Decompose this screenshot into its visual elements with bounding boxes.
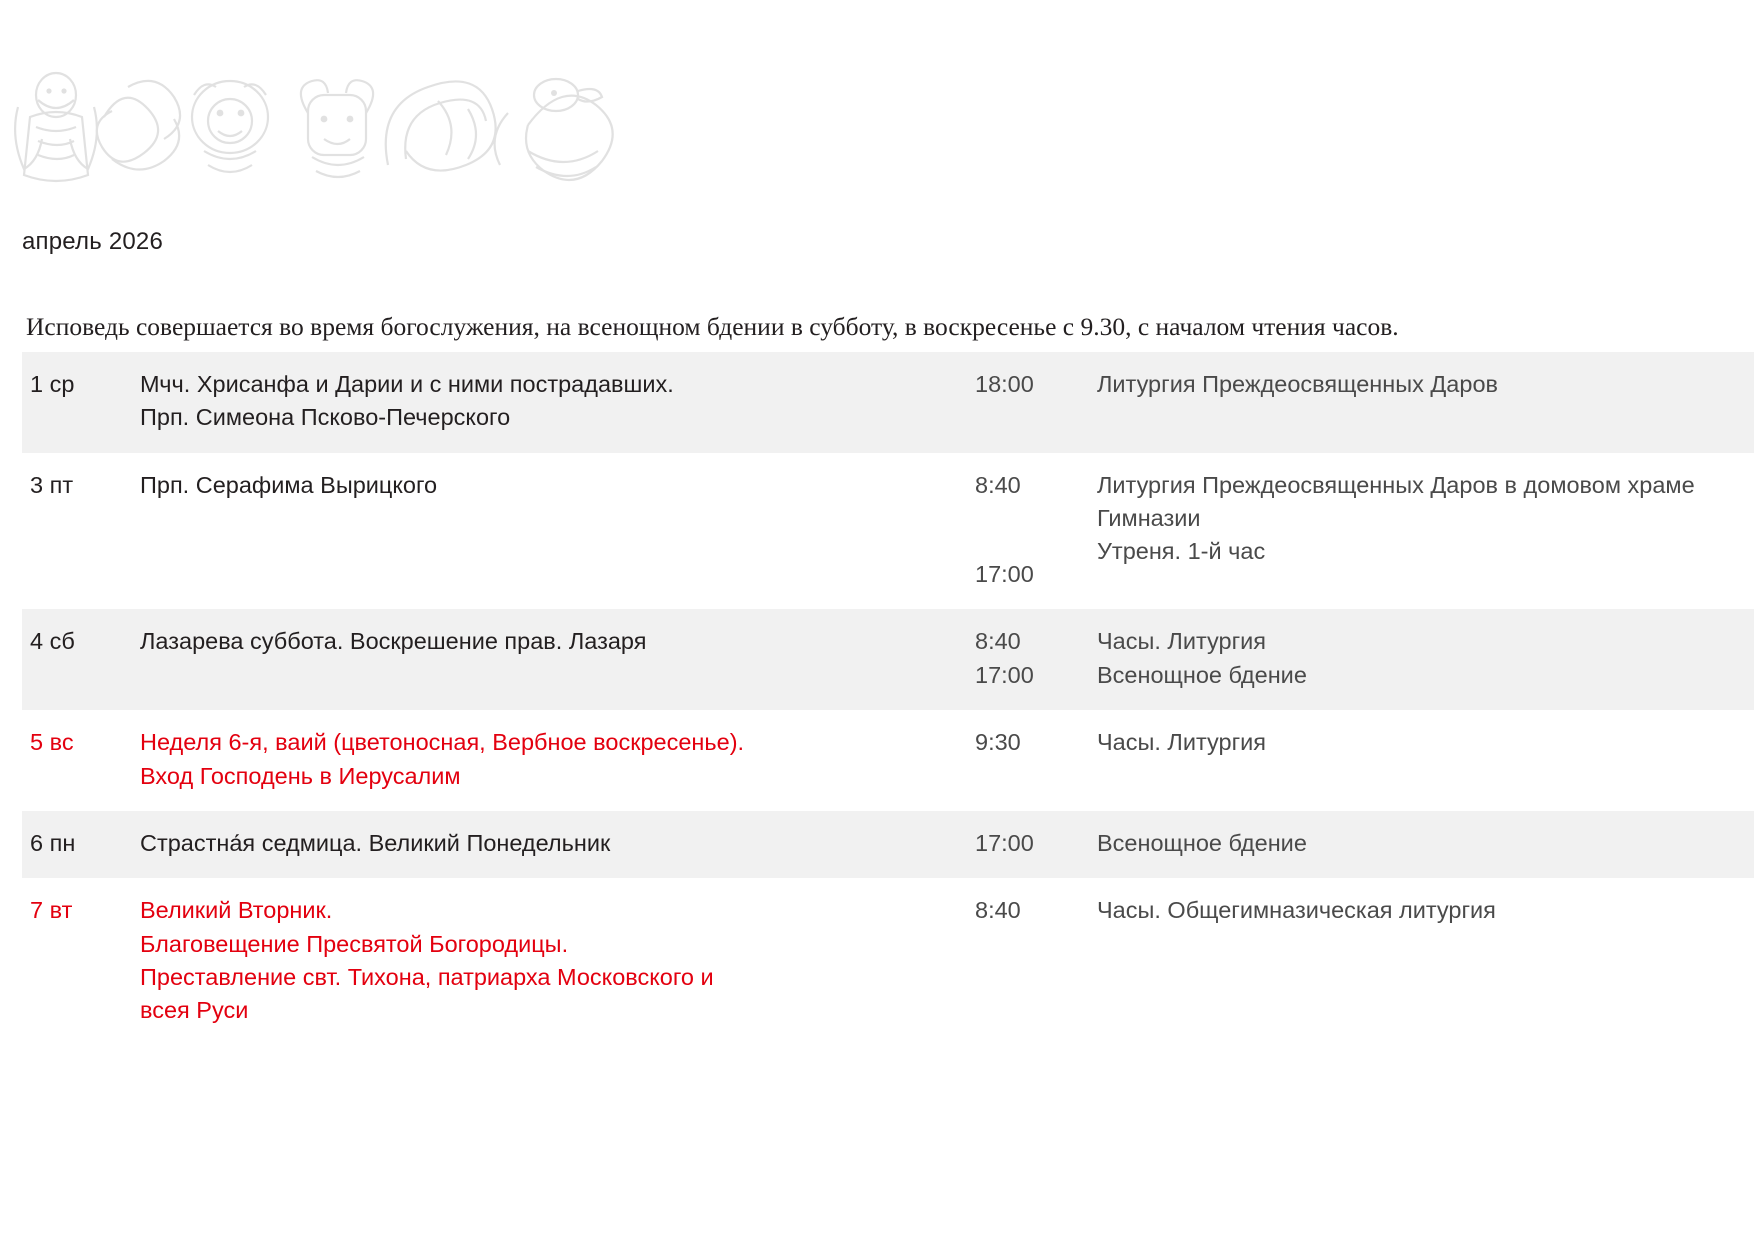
service-name: Всенощное бдение (1097, 661, 1307, 688)
row-date: 7 вт (22, 878, 140, 1045)
commemoration-line: Прп. Серафима Вырицкого (140, 471, 438, 498)
commemoration-line: Неделя 6-я, ваий (цветоносная, Вербное воскресенье). (140, 729, 745, 756)
confession-note: Исповедь совершается во время богослужения, на всенощном бдении в субботу, в воскресенье с 9.30, с началом чтения часов. (26, 312, 1399, 341)
row-services (1085, 453, 1754, 610)
service-time: 18:00 (975, 371, 1034, 397)
row-date: 5 вс (22, 710, 140, 811)
row-times (975, 710, 1085, 811)
row-commemoration (140, 453, 975, 610)
service-name: Часы. Литургия (1097, 729, 1266, 756)
row-commemoration (140, 710, 975, 811)
service-time: 8:40 (975, 897, 1021, 924)
commemoration-line: Вход Господень в Иерусалим (140, 762, 461, 789)
service-name: Часы. Литургия (1097, 628, 1266, 655)
service-time: 17:00 (975, 829, 1034, 856)
row-date: 4 сб (22, 609, 140, 710)
service-name: Всенощное бдение (1097, 829, 1307, 856)
row-services (1085, 352, 1754, 453)
row-date: 3 пт (22, 453, 140, 610)
service-name: Литургия Преждеосвященных Даров в домовом храме Гимназии (1097, 471, 1695, 532)
service-time: 8:40 (975, 628, 1021, 655)
commemoration-line: Мчч. Хрисанфа и Дарии и с ними пострадавших. (140, 371, 674, 397)
commemoration-line: Страстна́я седмица. Великий Понедельник (140, 829, 611, 856)
service-time: 17:00 (975, 561, 1034, 588)
schedule-table (22, 352, 1754, 1046)
commemoration-line: всея Руси (140, 997, 249, 1024)
row-times (975, 609, 1085, 710)
service-time: 17:00 (975, 661, 1034, 688)
row-date: 1 ср (22, 352, 140, 453)
row-commemoration (140, 352, 975, 453)
commemoration-line: Преставление свт. Тихона, патриарха Московского и (140, 963, 714, 990)
commemoration-line: Прп. Симеона Псково-Печерского (140, 404, 511, 431)
commemoration-line: Лазарева суббота. Воскрешение прав. Лазаря (140, 628, 647, 655)
table-row (22, 609, 1754, 710)
table-row (22, 811, 1754, 878)
row-times (975, 453, 1085, 610)
row-services (1085, 710, 1754, 811)
row-commemoration (140, 811, 975, 878)
commemoration-line: Великий Вторник. (140, 897, 333, 924)
service-name: Часы. Общегимназическая литургия (1097, 897, 1496, 924)
row-commemoration (140, 609, 975, 710)
table-row (22, 352, 1754, 453)
row-times (975, 352, 1085, 453)
decorative-ornament-icon (8, 55, 698, 205)
service-name: Утреня. 1-й час (1097, 538, 1266, 565)
service-name: Литургия Преждеосвященных Даров (1097, 371, 1498, 397)
service-time: 8:40 (975, 471, 1021, 498)
table-row (22, 710, 1754, 811)
service-time: 9:30 (975, 729, 1021, 756)
row-times (975, 878, 1085, 1045)
row-services (1085, 811, 1754, 878)
row-services (1085, 878, 1754, 1045)
time-spacer (975, 502, 1085, 558)
table-row (22, 453, 1754, 610)
month-label: апрель 2026 (22, 228, 164, 255)
commemoration-line: Благовещение Пресвятой Богородицы. (140, 930, 569, 957)
row-services (1085, 609, 1754, 710)
row-times (975, 811, 1085, 878)
table-row (22, 878, 1754, 1045)
row-date: 6 пн (22, 811, 140, 878)
row-commemoration (140, 878, 975, 1045)
